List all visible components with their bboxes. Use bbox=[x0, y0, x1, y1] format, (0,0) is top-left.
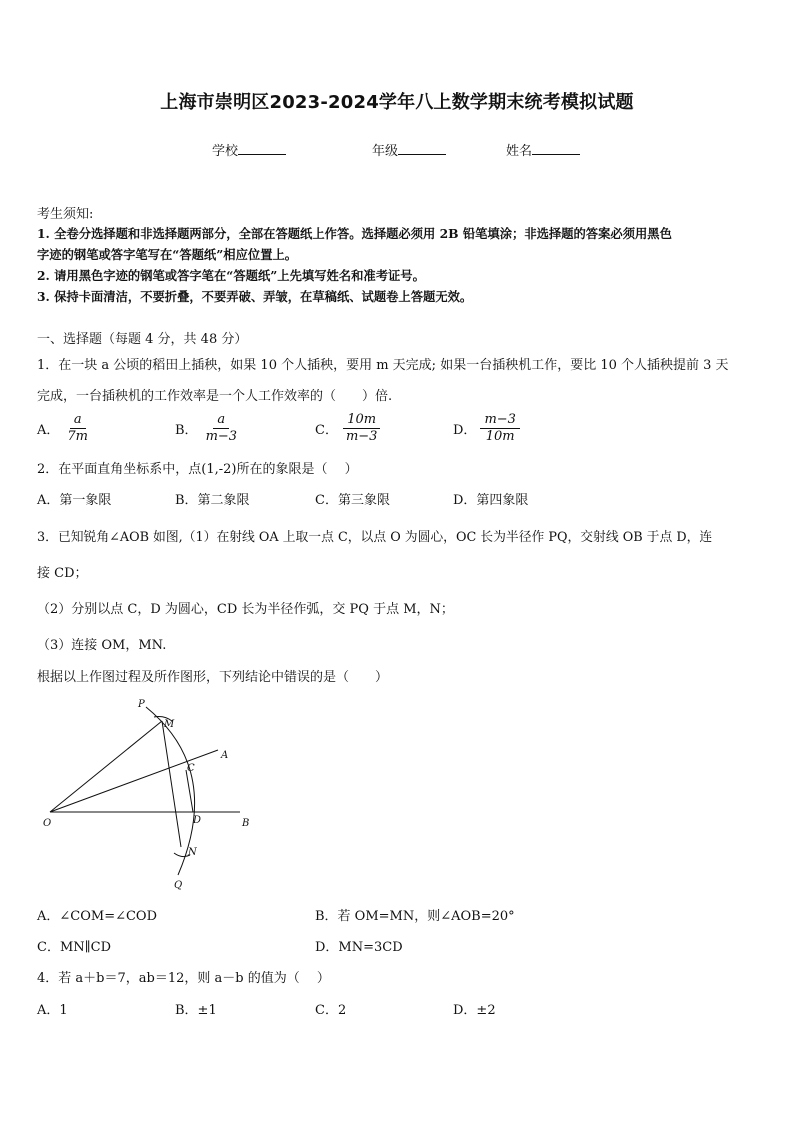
school-label: 学校 bbox=[212, 144, 239, 159]
denominator: 10m bbox=[485, 429, 515, 444]
name-field bbox=[506, 140, 580, 159]
grade-blank bbox=[398, 142, 446, 155]
school-field bbox=[212, 140, 286, 159]
q1-stem-line1: 1．在一块 a 公顷的稻田上插秧，如果 10 个人插秧，要用 m 天完成; 如果一台插秧机工作，要比 10 个人插秧提前 3 天 bbox=[37, 358, 729, 373]
q1-option-b bbox=[175, 412, 241, 445]
numerator: a bbox=[213, 412, 229, 429]
q3-geometry-figure bbox=[38, 695, 278, 895]
q4-option-d: D．±2 bbox=[453, 1003, 496, 1018]
q1-option-c-label: C． bbox=[315, 423, 338, 438]
label-d: D bbox=[193, 815, 202, 826]
denominator: m−3 bbox=[345, 429, 378, 444]
q3-stem-line1: 3．已知锐角∠AOB 如图,（1）在射线 OA 上取一点 C，以点 O 为圆心，OC 长为半径作 PQ，交射线 OB 于点 D，连 bbox=[37, 530, 713, 545]
q1-option-d-label: D． bbox=[453, 423, 477, 438]
q2-stem: 2．在平面直角坐标系中，点(1,-2)所在的象限是（ ） bbox=[37, 462, 358, 477]
label-o: O bbox=[43, 818, 52, 829]
numerator: 10m bbox=[343, 412, 380, 429]
denominator: 7m bbox=[67, 429, 88, 444]
q4-option-b: B．±1 bbox=[175, 1003, 217, 1018]
page-title: 上海市崇明区2023-2024学年八上数学期末统考模拟试题 bbox=[160, 92, 634, 113]
notice-line1a: 1. 全卷分选择题和非选择题两部分，全部在答题纸上作答。选择题必须用 2B 铅笔填涂；非选择题的答案必须用黑色 bbox=[37, 226, 672, 241]
q4-option-a: A．1 bbox=[37, 1003, 68, 1018]
numerator: m−3 bbox=[480, 412, 520, 429]
denominator: m−3 bbox=[205, 429, 238, 444]
q3-question: 根据以上作图过程及所作图形，下列结论中错误的是（ ） bbox=[37, 670, 389, 685]
grade-label: 年级 bbox=[372, 144, 399, 159]
label-b: B bbox=[242, 818, 250, 829]
label-p: P bbox=[138, 699, 145, 710]
q3-option-b: B．若 OM=MN，则∠AOB=20° bbox=[315, 909, 515, 924]
q1-option-a bbox=[37, 412, 92, 445]
school-blank bbox=[238, 142, 286, 155]
segment-om bbox=[50, 721, 162, 812]
name-blank bbox=[532, 142, 580, 155]
notice-line1b: 字迹的钢笔或答字笔写在“答题纸”相应位置上。 bbox=[37, 247, 298, 262]
label-a: A bbox=[221, 750, 229, 761]
q3-option-c: C．MN∥CD bbox=[37, 940, 112, 955]
q1-option-c bbox=[315, 412, 381, 445]
q2-option-b: B．第二象限 bbox=[175, 493, 250, 508]
label-q: Q bbox=[174, 880, 183, 891]
q1-option-a-fraction bbox=[63, 412, 92, 445]
label-m: M bbox=[164, 719, 175, 730]
label-n: N bbox=[188, 847, 197, 858]
q3-stem-line2: 接 CD； bbox=[37, 566, 88, 581]
q1-option-c-fraction bbox=[342, 412, 382, 445]
q4-stem: 4．若 a＋b＝7，ab＝12，则 a－b 的值为（ ） bbox=[37, 971, 330, 986]
segment-mn bbox=[162, 721, 181, 847]
q3-option-a: A．∠COM=∠COD bbox=[37, 909, 158, 924]
grade-field bbox=[372, 140, 446, 159]
notice-line2: 2. 请用黑色字迹的钢笔或答字笔在“答题纸”上先填写姓名和准考证号。 bbox=[37, 268, 425, 283]
q2-option-c: C．第三象限 bbox=[315, 493, 390, 508]
label-c: C bbox=[187, 763, 195, 774]
q3-step2: （2）分别以点 C，D 为圆心，CD 长为半径作弧，交 PQ 于点 M，N； bbox=[37, 602, 454, 617]
q1-option-d bbox=[453, 412, 520, 445]
q2-option-d: D．第四象限 bbox=[453, 493, 529, 508]
q1-option-d-fraction bbox=[480, 412, 520, 445]
numerator: a bbox=[70, 412, 86, 429]
q1-option-b-fraction bbox=[202, 412, 242, 445]
q3-option-d: D．MN=3CD bbox=[315, 940, 403, 955]
section-heading: 一、选择题（每题 4 分，共 48 分） bbox=[37, 332, 248, 347]
q1-stem-line2: 完成，一台插秧机的工作效率是一个人工作效率的（ ）倍. bbox=[37, 389, 393, 404]
q3-step3: （3）连接 OM，MN. bbox=[37, 638, 167, 653]
notice-heading: 考生须知: bbox=[37, 207, 94, 222]
name-label: 姓名 bbox=[506, 144, 533, 159]
q4-option-c: C．2 bbox=[315, 1003, 347, 1018]
notice-line3: 3. 保持卡面清洁，不要折叠，不要弄破、弄皱，在草稿纸、试题卷上答题无效。 bbox=[37, 289, 473, 304]
q1-option-b-label: B． bbox=[175, 423, 198, 438]
q1-option-a-label: A． bbox=[37, 423, 60, 438]
q2-option-a: A．第一象限 bbox=[37, 493, 112, 508]
